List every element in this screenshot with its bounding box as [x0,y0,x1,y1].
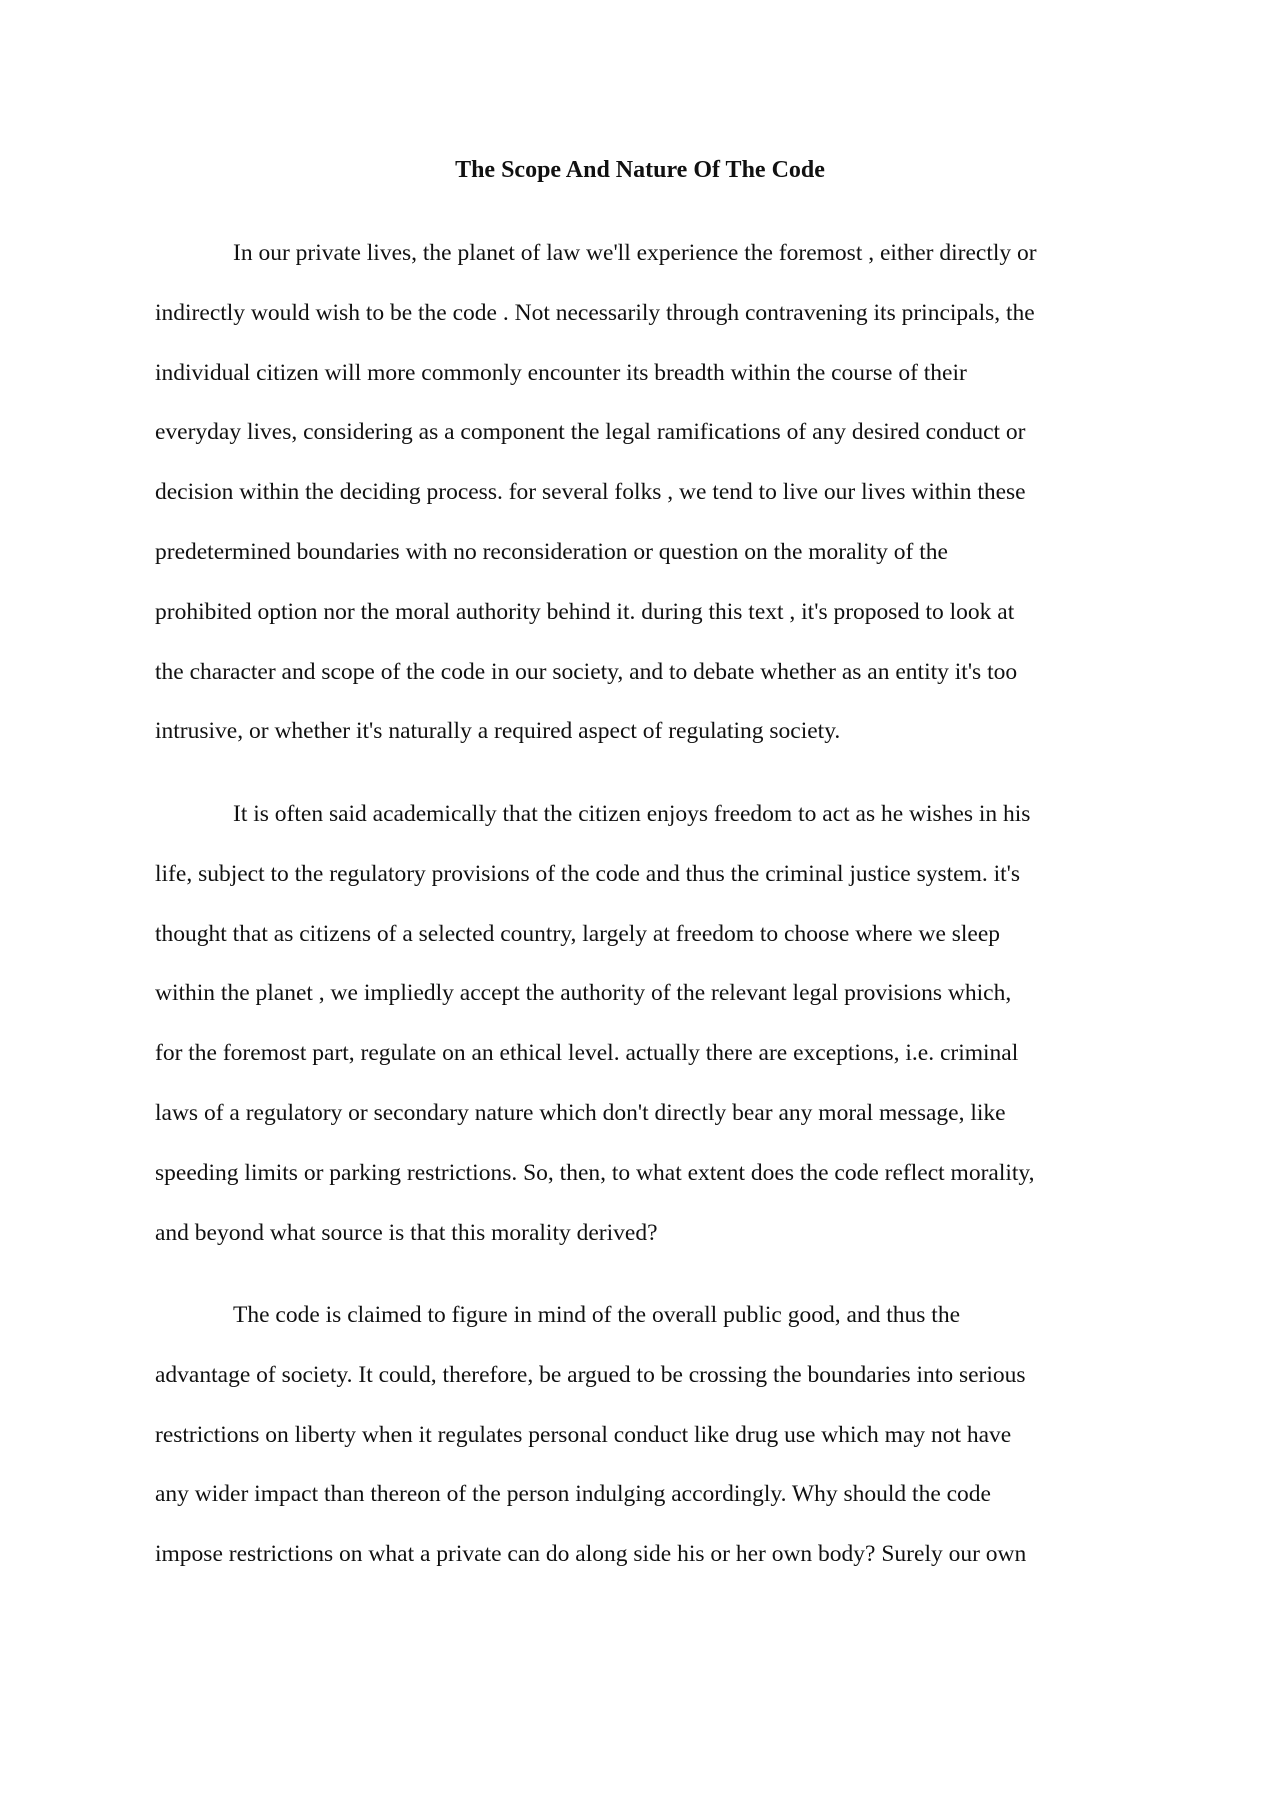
text-line: indirectly would wish to be the code . Not necessarily through contravening its principals, the [155,300,1035,326]
text-line: and beyond what source is that this morality derived? [155,1220,658,1246]
text-line: for the foremost part, regulate on an ethical level. actually there are exceptions, i.e. criminal [155,1040,1019,1066]
text-line: advantage of society. It could, therefore, be argued to be crossing the boundaries into serious [155,1362,1026,1388]
text-line: The code is claimed to figure in mind of the overall public good, and thus the [233,1302,961,1328]
text-line: decision within the deciding process. for several folks , we tend to live our lives within these [155,479,1026,505]
text-line: It is often said academically that the citizen enjoys freedom to act as he wishes in his [233,801,1031,827]
text-line: restrictions on liberty when it regulates personal conduct like drug use which may not have [155,1422,1012,1448]
text-line: speeding limits or parking restrictions. So, then, to what extent does the code reflect morality, [155,1160,1035,1186]
text-line: predetermined boundaries with no reconsideration or question on the morality of the [155,539,948,565]
text-line: thought that as citizens of a selected country, largely at freedom to choose where we sleep [155,921,1001,947]
text-line: any wider impact than thereon of the person indulging accordingly. Why should the code [155,1481,991,1507]
text-line: impose restrictions on what a private can do along side his or her own body? Surely our own [155,1541,1027,1567]
text-line: laws of a regulatory or secondary nature which don't directly bear any moral message, like [155,1100,1006,1126]
text-line: everyday lives, considering as a component the legal ramifications of any desired conduct or [155,419,1026,445]
document-title: The Scope And Nature Of The Code [455,157,825,183]
text-line: intrusive, or whether it's naturally a required aspect of regulating society. [155,718,841,744]
text-line: the character and scope of the code in our society, and to debate whether as an entity it's too [155,659,1018,685]
text-line: individual citizen will more commonly encounter its breadth within the course of their [155,360,967,386]
text-line: In our private lives, the planet of law we'll experience the foremost , either directly or [233,240,1037,266]
text-line: prohibited option nor the moral authority behind it. during this text , it's proposed to look at [155,599,1015,625]
text-line: life, subject to the regulatory provisions of the code and thus the criminal justice system. it's [155,861,1021,887]
text-line: within the planet , we impliedly accept the authority of the relevant legal provisions which, [155,980,1012,1006]
